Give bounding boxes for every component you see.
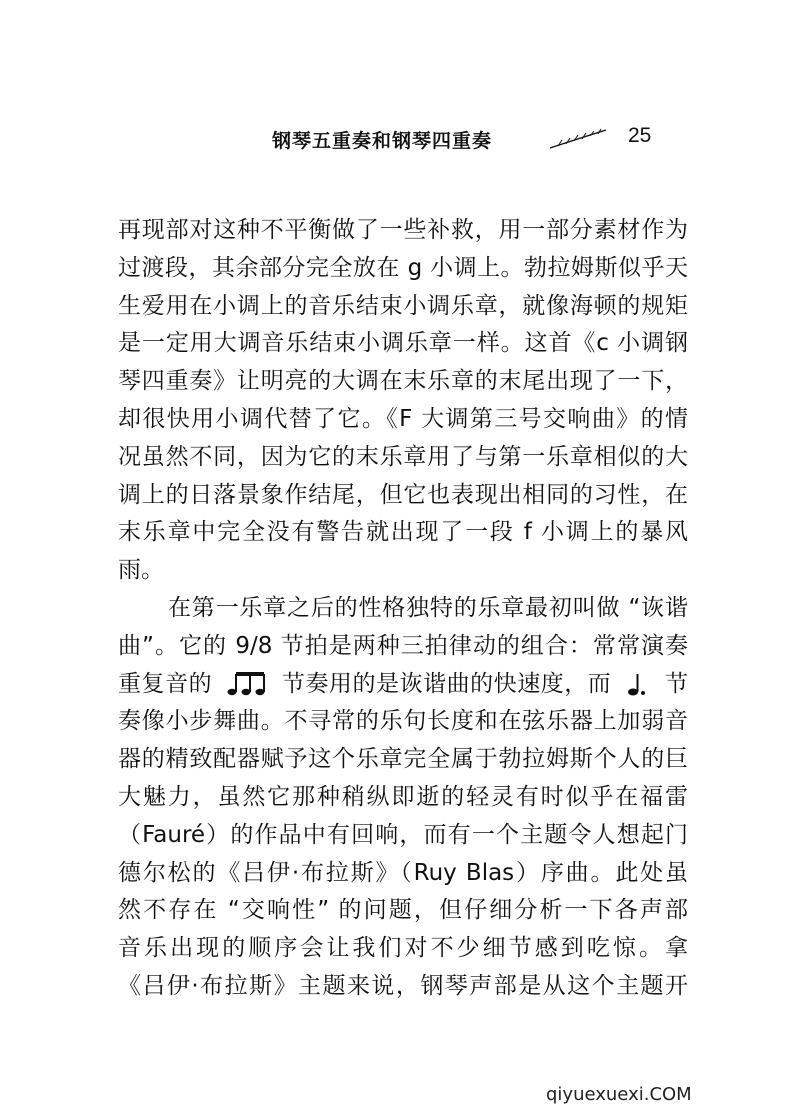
triplet-eighth-notes-icon — [226, 671, 268, 697]
running-title: 钢琴五重奏和钢琴四重奏 — [272, 130, 493, 152]
text-line: 在第一乐章之后的性格独特的乐章最初叫做 “诙谐 — [168, 594, 688, 621]
text-line: 大魅力，虽然它那种稍纵即逝的轻灵有时似乎在福雷 — [118, 783, 688, 810]
text-line: 器的精致配器赋予这个乐章完全属于勃拉姆斯个人的巨 — [118, 746, 688, 773]
quill-ornament-icon — [548, 128, 608, 150]
text-segment: 节奏用的是诙谐曲的快速度，而 — [281, 670, 612, 697]
text-line: 奏像小步舞曲。不寻常的乐句长度和在弦乐器上加弱音 — [118, 708, 688, 735]
text-line-with-notation — [118, 666, 688, 704]
dotted-quarter-note-icon — [625, 671, 651, 697]
text-line: 琴四重奏》让明亮的大调在末乐章的末尾出现了一下， — [118, 368, 688, 395]
text-line: 德尔松的《吕伊·布拉斯》（Ruy Blas）序曲。此处虽 — [118, 859, 688, 886]
body-text — [118, 212, 688, 1006]
text-line: 过渡段，其余部分完全放在 g 小调上。勃拉姆斯似乎天 — [118, 254, 688, 281]
text-line: 况虽然不同，因为它的末乐章用了与第一乐章相似的大 — [118, 443, 688, 470]
text-segment: 节 — [665, 670, 688, 697]
text-line: 音乐出现的顺序会让我们对不少细节感到吃惊。拿 — [118, 935, 688, 962]
text-line: 末乐章中完全没有警告就出现了一段 f 小调上的暴风 — [118, 519, 688, 546]
text-line: 是一定用大调音乐结束小调乐章一样。这首《c 小调钢 — [118, 330, 688, 357]
page-number: 25 — [628, 124, 652, 147]
site-watermark: qiyuexuexi.COM — [546, 1084, 692, 1105]
text-line: 《吕伊·布拉斯》主题来说，钢琴声部是从这个主题开 — [118, 972, 688, 999]
text-line: 调上的日落景象作结尾，但它也表现出相同的习性，在 — [118, 481, 688, 508]
text-line: 生爱用在小调上的音乐结束小调乐章，就像海顿的规矩 — [118, 292, 688, 319]
text-line: 却很快用小调代替了它。《F 大调第三号交响曲》的情 — [118, 405, 688, 432]
text-line: 雨。 — [118, 557, 164, 584]
text-line: 再现部对这种不平衡做了一些补救，用一部分素材作为 — [118, 217, 688, 243]
text-line: （Fauré）的作品中有回响，而有一个主题令人想起门 — [118, 821, 688, 848]
text-line: 然不存在 “交响性” 的问题，但仔细分析一下各声部 — [118, 897, 688, 924]
text-line: 曲”。它的 9/8 节拍是两种三拍律动的组合：常常演奏 — [118, 632, 688, 659]
running-header — [0, 126, 794, 158]
text-segment: 重复音的 — [118, 670, 213, 697]
